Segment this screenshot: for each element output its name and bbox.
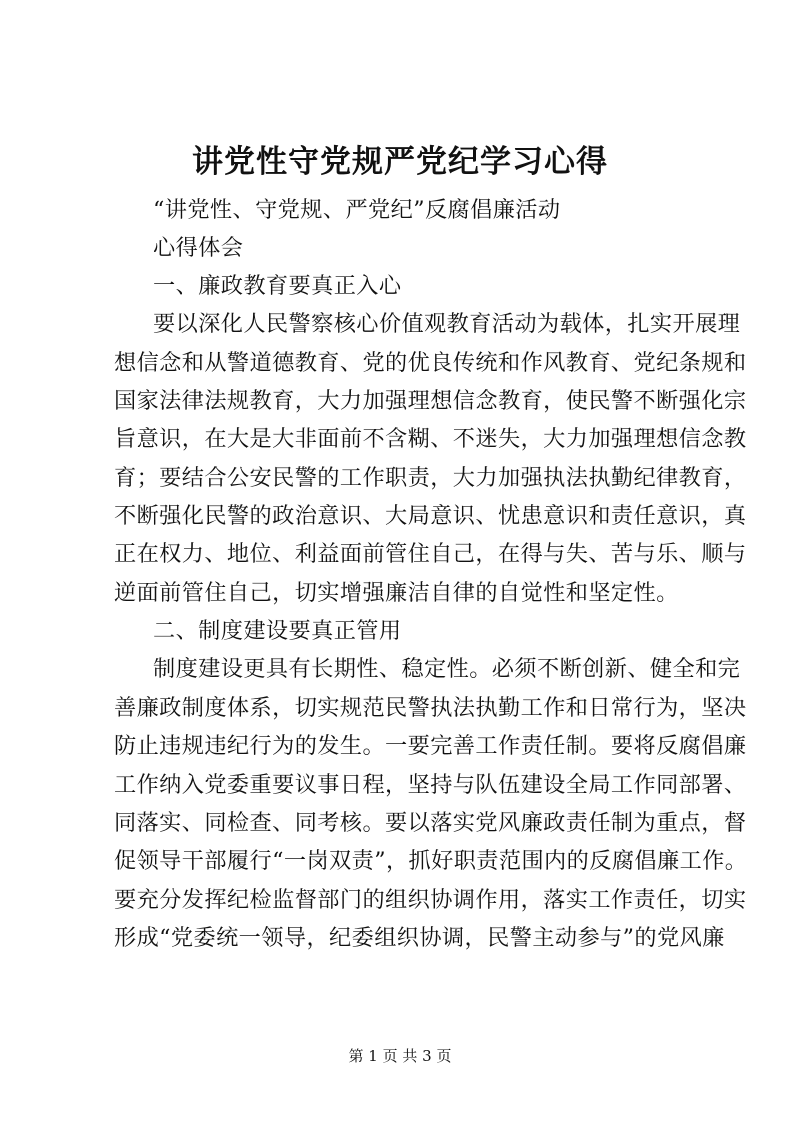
paragraph-line: 形成“党委统一领导，纪委组织协调，民警主动参与”的党风廉 <box>114 925 725 951</box>
document-subheading: 心得体会 <box>153 235 244 261</box>
paragraph-line: 要充分发挥纪检监督部门的组织协调作用，落实工作责任，切实 <box>114 887 747 913</box>
paragraph-line: 促领导干部履行“一岗双责”，抓好职责范围内的反腐倡廉工作。 <box>114 848 748 874</box>
paragraph-line: 不断强化民警的政治意识、大局意识、忧患意识和责任意识，真 <box>114 503 747 529</box>
paragraph-line: 要以深化人民警察核心价值观教育活动为载体，扎实开展理 <box>153 311 741 337</box>
paragraph-line: 国家法律法规教育，大力加强理想信念教育，使民警不断强化宗 <box>114 388 747 414</box>
paragraph-line: 工作纳入党委重要议事日程，坚持与队伍建设全局工作同部署、 <box>114 772 747 798</box>
page-footer: 第 1 页 共 3 页 <box>348 1047 452 1065</box>
paragraph-line: 同落实、同检查、同考核。要以落实党风廉政责任制为重点，督 <box>114 810 747 836</box>
paragraph-line: 育；要结合公安民警的工作职责，大力加强执法执勤纪律教育， <box>114 465 747 491</box>
document-subtitle: “讲党性、守党规、严党纪”反腐倡廉活动 <box>153 197 561 223</box>
paragraph-line: 正在权力、地位、利益面前管住自己，在得与失、苦与乐、顺与 <box>114 541 747 567</box>
paragraph-line: 防止违规违纪行为的发生。一要完善工作责任制。要将反腐倡廉 <box>114 733 747 759</box>
section-heading-2: 二、制度建设要真正管用 <box>153 618 402 644</box>
paragraph-line: 善廉政制度体系，切实规范民警执法执勤工作和日常行为，坚决 <box>114 695 747 721</box>
document-title: 讲党性守党规严党纪学习心得 <box>192 144 608 180</box>
paragraph-line: 逆面前管住自己，切实增强廉洁自律的自觉性和坚定性。 <box>114 580 679 606</box>
paragraph-line: 制度建设更具有长期性、稳定性。必须不断创新、健全和完 <box>153 656 741 682</box>
paragraph-line: 旨意识，在大是大非面前不含糊、不迷失，大力加强理想信念教 <box>114 426 747 452</box>
section-heading-1: 一、廉政教育要真正入心 <box>153 273 402 299</box>
paragraph-line: 想信念和从警道德教育、党的优良传统和作风教育、党纪条规和 <box>114 350 747 376</box>
